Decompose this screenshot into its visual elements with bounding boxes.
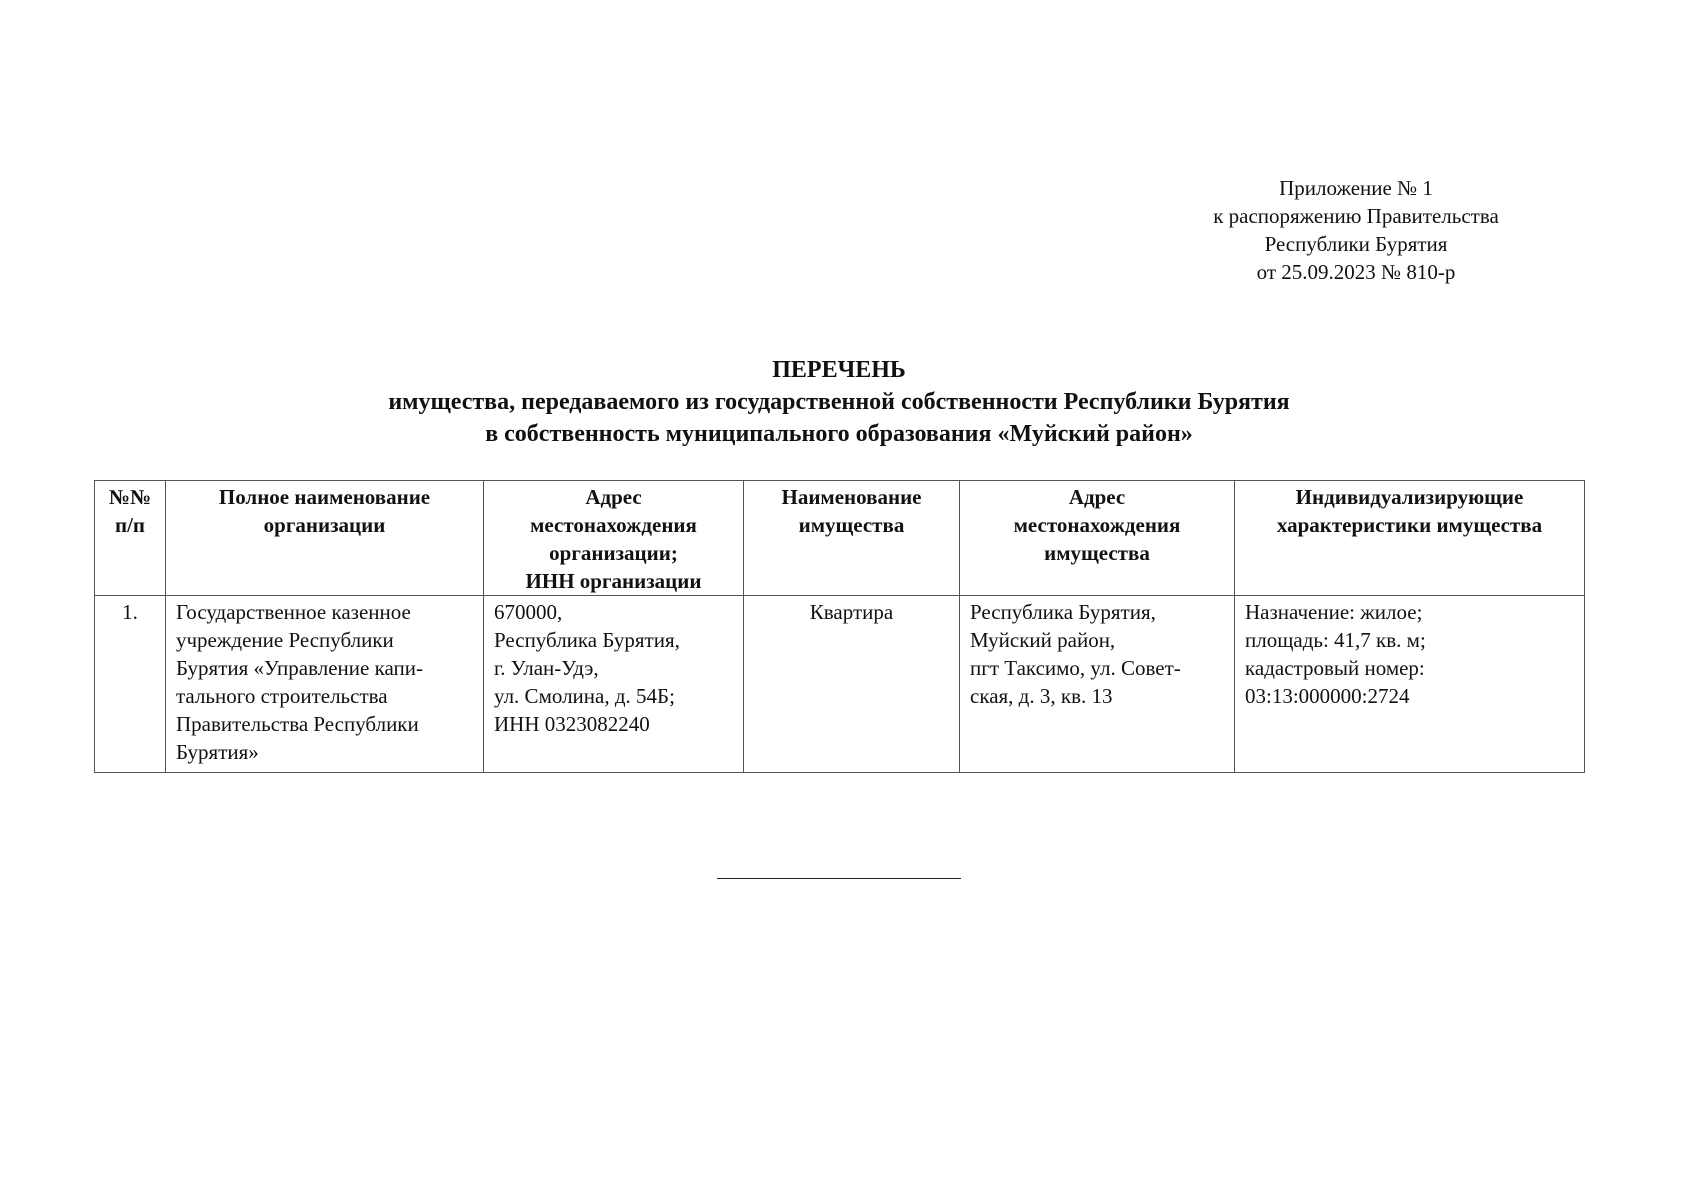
cell-property-address: Республика Бурятия, Муйский район, пгт Таксимо, ул. Совет- ская, д. 3, кв. 13 [960, 596, 1235, 773]
appendix-republic-line: Республики Бурятия [1264, 232, 1448, 256]
property-table [94, 480, 1585, 773]
header-number: №№ п/п [95, 481, 166, 596]
title-subheading-2: в собственность муниципального образования «Муйский район» [485, 421, 1193, 447]
title-heading: ПЕРЕЧЕНЬ [772, 357, 906, 383]
appendix-order-line: к распоряжению Правительства [1213, 204, 1499, 228]
table-header-row [95, 481, 1585, 596]
header-property-name: Наименование имущества [744, 481, 960, 596]
header-property-address: Адрес местонахождения имущества [960, 481, 1235, 596]
header-characteristics: Индивидуализирующие характеристики имущества [1235, 481, 1585, 596]
cell-organization: Государственное казенное учреждение Республики Бурятия «Управление капи- тального строительства Правительства Республики Бурятия» [166, 596, 484, 773]
cell-number: 1. [95, 596, 166, 773]
appendix-reference [1176, 174, 1536, 286]
end-divider-line [717, 878, 961, 879]
document-title [94, 354, 1584, 450]
title-subheading-1: имущества, передаваемого из государственной собственности Республики Бурятия [388, 389, 1290, 415]
appendix-date-line: от 25.09.2023 № 810-р [1256, 260, 1456, 284]
table-row [95, 596, 1585, 773]
cell-characteristics: Назначение: жилое; площадь: 41,7 кв. м; кадастровый номер: 03:13:000000:2724 [1235, 596, 1585, 773]
appendix-number: Приложение № 1 [1279, 176, 1433, 200]
cell-property-name: Квартира [744, 596, 960, 773]
cell-org-address: 670000, Республика Бурятия, г. Улан-Удэ, ул. Смолина, д. 54Б; ИНН 0323082240 [484, 596, 744, 773]
header-organization: Полное наименование организации [166, 481, 484, 596]
header-org-address: Адрес местонахождения организации; ИНН организации [484, 481, 744, 596]
